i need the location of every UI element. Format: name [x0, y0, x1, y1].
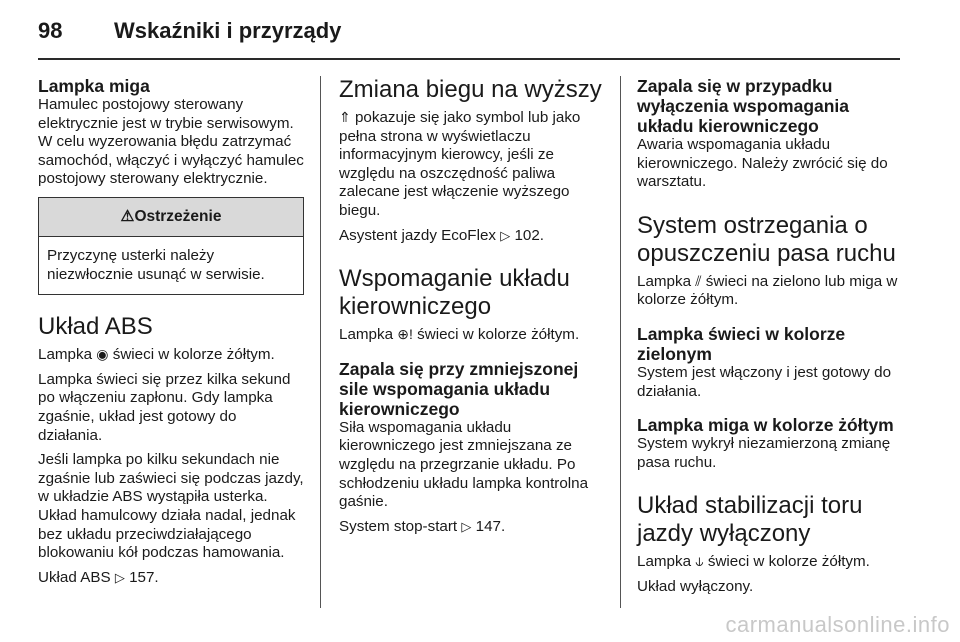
column-1 [38, 76, 304, 593]
abs-cross-reference[interactable]: Układ ABS ▷ 157. [38, 568, 159, 586]
abs-lamp-text: Lampka ◉ świeci w kolorze żółtym. [38, 346, 275, 364]
page-reference-arrow-icon: ▷ [114, 569, 125, 585]
lane-lamp-text: Lampka ⫽ świeci na zielono lub miga w kolorze żółtym. [637, 272, 898, 309]
upshift-arrow-icon: ⇑ [339, 109, 351, 125]
lamp-green-text: System jest włączony i jest gotowy do działania. [637, 363, 892, 400]
section-heading-lamp-green: Lampka świeci w kolorze zielonym [637, 323, 846, 364]
gear-shift-text: ⇑ pokazuje się jako symbol lub jako pełna strona w wyświetlaczu informacyjnym kierowcy, jeśli ze względu na oszczędność paliwa zalecane jest włączenie wyższego biegu. [339, 109, 581, 219]
page-reference-arrow-icon: ▷ [461, 518, 472, 534]
section-heading-lane-departure: System ostrzegania o opuszczeniu pasa ruchu [637, 211, 896, 267]
esp-lamp-text: Lampka ⫝ świeci w kolorze żółtym. [637, 553, 870, 571]
warning-header [39, 198, 303, 237]
abs-paragraph-3: Jeśli lampka po kilku sekundach nie zgaśnie lub zaświeci się podczas jazdy, w układzie ABS wystąpiła usterka. Układ hamulcowy działa nadal, jednak bez układu przeciwdziałającego blokowaniu kół podczas hamowania. [38, 451, 304, 562]
assist-off-text: Awaria wspomagania układu kierowniczego. Należy zwrócić się do warsztatu. [637, 136, 888, 191]
column-3 [637, 76, 903, 603]
esp-paragraph-2: Układ wyłączony. [637, 577, 754, 595]
warning-triangle-icon: ⚠ [120, 207, 135, 225]
section-heading-gear-shift: Zmiana biegu na wyższy [339, 76, 602, 103]
warning-box [38, 197, 304, 295]
column-divider-2 [620, 76, 621, 608]
ecoflex-cross-reference[interactable]: Asystent jazdy EcoFlex ▷ 102. [339, 226, 545, 244]
steering-wheel-warning-icon: ⊕! [397, 326, 413, 343]
parking-brake-text: Hamulec postojowy sterowany elektrycznie jest w trybie serwisowym. W celu wyzerowania błędu zatrzymać samochód, włączyć i wyłączyć hamulec postojowy sterowany elektrycznie. [38, 96, 304, 188]
column-divider-1 [320, 76, 321, 608]
section-heading-lamp-yellow: Lampka miga w kolorze żółtym [637, 415, 894, 436]
skidding-car-icon: ⫝ [695, 553, 704, 570]
section-heading-reduced-assist: Zapala się przy zmniejszonej sile wspomagania układu kierowniczego [339, 358, 579, 419]
steering-lamp-text: Lampka ⊕! świeci w kolorze żółtym. [339, 326, 580, 344]
stop-start-cross-reference[interactable]: System stop-start ▷ 147. [339, 517, 506, 535]
section-heading-esp-off: Układ stabilizacji toru jazdy wyłączony [637, 492, 863, 548]
lane-departure-icon: ⫽ [695, 272, 702, 289]
reduced-assist-text: Siła wspomagania układu kierowniczego jest zmniejszana ze względu na przegrzanie układu. Po schłodzeniu układu lampka kontrolna gaśnie. [339, 418, 589, 511]
abs-paragraph-2: Lampka świeci się przez kilka sekund po włączeniu zapłonu. Gdy lampka zgaśnie, układ jest gotowy do działania. [38, 370, 291, 444]
page-title: Wskaźniki i przyrządy [114, 18, 342, 43]
lamp-yellow-text: System wykrył niezamierzoną zmianę pasa ruchu. [637, 435, 891, 471]
abs-warning-lamp-icon: ◉ [96, 346, 109, 363]
section-heading-power-steering: Wspomaganie układu kierowniczego [339, 265, 570, 321]
watermark: carmanualsonline.info [725, 612, 950, 637]
warning-label: Ostrzeżenie [134, 207, 222, 225]
page-header [38, 18, 341, 48]
section-heading-lamp-flashing: Lampka miga [38, 76, 150, 96]
section-heading-abs: Układ ABS [38, 313, 153, 341]
column-2 [339, 76, 605, 542]
page-reference-arrow-icon: ▷ [500, 227, 511, 243]
section-heading-assist-off: Zapala się w przypadku wyłączenia wspomagania układu kierowniczego [637, 76, 850, 136]
header-rule [38, 58, 900, 60]
page-number: 98 [38, 18, 63, 43]
warning-text: Przyczynę usterki należy niezwłocznie usunąć w serwisie. [47, 246, 265, 283]
